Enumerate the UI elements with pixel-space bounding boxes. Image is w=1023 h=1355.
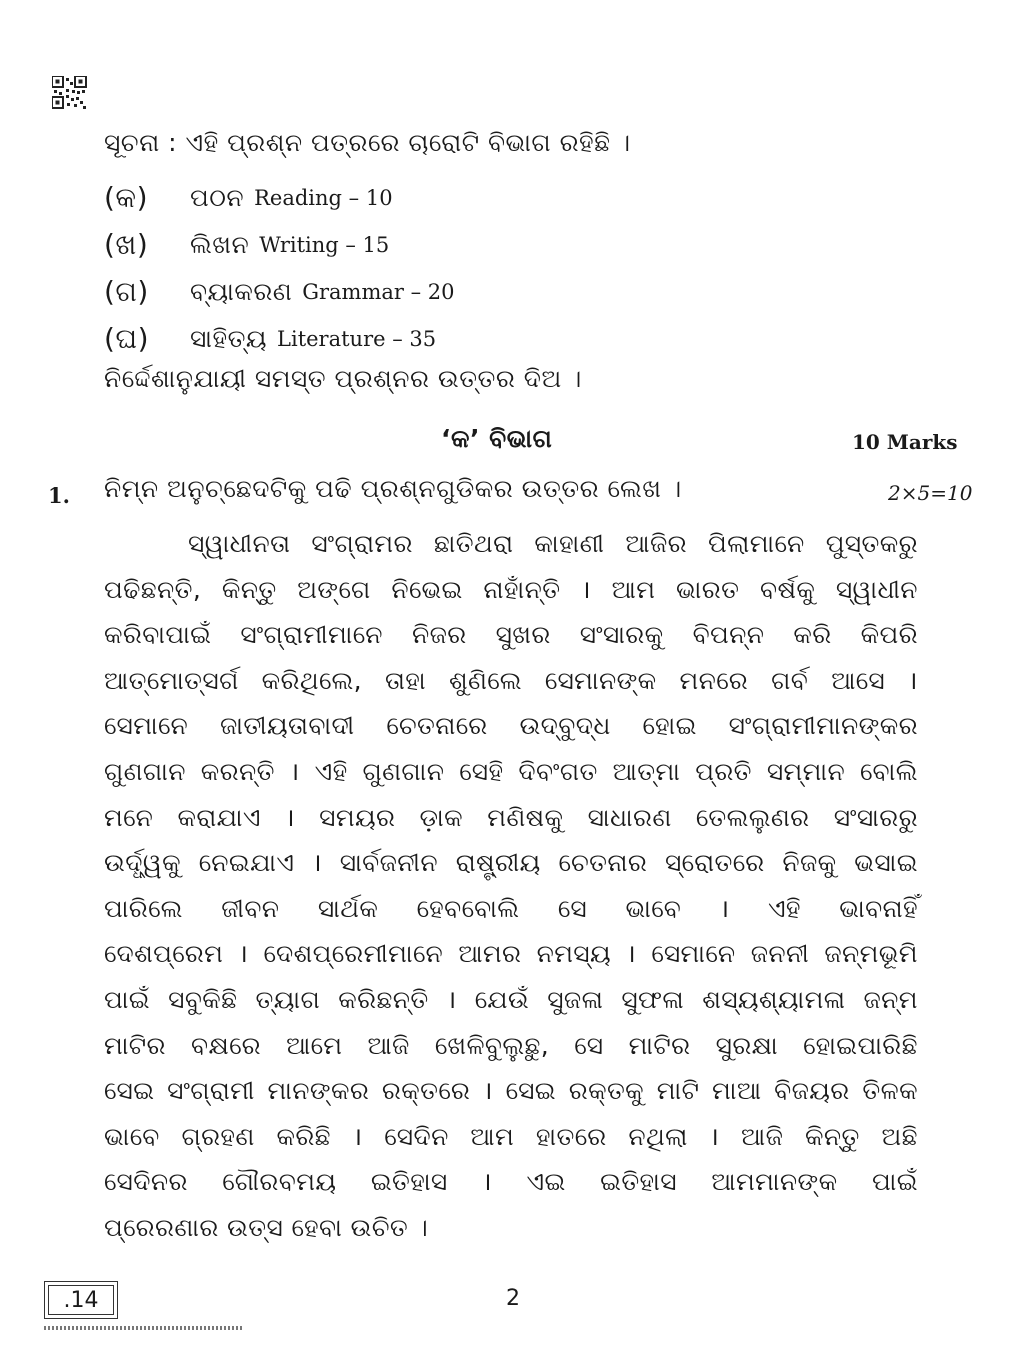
question-text: ନିମ୍ନ ଅନୁଚ୍ଛେଦଟିକୁ ପଢି ପ୍ରଶ୍ନଗୁଡିକର ଉତ୍ତର ଲେଖ । xyxy=(104,474,682,503)
passage-word: ପ୍ରତି xyxy=(695,757,752,786)
passage-line xyxy=(104,843,918,883)
passage-word: ମନେ xyxy=(104,802,154,832)
passage-word: ସବୁକିଛି xyxy=(168,985,238,1014)
passage-word: ବକ୍ଷରେ xyxy=(191,1030,261,1060)
passage-line xyxy=(104,661,918,701)
passage-word: ସ୍ୱାଧୀନତା xyxy=(188,529,291,558)
passage-word: ଚେତନାରେ xyxy=(386,711,488,741)
passage-word: ସଂଗ୍ରାମୀମାନଙ୍କର xyxy=(728,711,918,741)
passage-word: କିପରି xyxy=(860,620,918,650)
passage-word: ହାତରେ xyxy=(535,1121,607,1151)
passage-word: ଆମ xyxy=(470,1121,515,1151)
passage-word: ମାନଙ୍କର xyxy=(267,1076,370,1106)
passage-word: ଭାବେ xyxy=(104,1121,160,1151)
paper-code-box xyxy=(44,1281,118,1319)
passage-line xyxy=(188,524,918,564)
section-item xyxy=(104,223,389,267)
passage-word: ସୁଫଳା xyxy=(621,985,685,1014)
passage-word: କରି xyxy=(793,620,832,650)
passage-word: ଆମେ xyxy=(286,1030,343,1060)
passage-word: ସ୍ୱାଧୀନ xyxy=(835,574,918,604)
passage-line xyxy=(104,1071,918,1111)
passage-word: ସଂଗ୍ରାମୀମାନେ xyxy=(240,620,383,650)
passage-word: ପାଇଁ xyxy=(871,1167,918,1197)
question-marks: 2×5=10 xyxy=(888,481,973,505)
passage-word: ଭାରତ xyxy=(676,574,740,604)
passage-word: ତିଳକ xyxy=(862,1076,918,1106)
instruction-line: ନିର୍ଦ୍ଦେଶାନୁଯାୟୀ ସମସ୍ତ ପ୍ରଶ୍ନର ଉତ୍ତର ଦିଅ । xyxy=(104,364,582,393)
passage-word: ସେମାନେ xyxy=(651,939,736,969)
passage-word: ଆମମାନଙ୍କ xyxy=(711,1167,838,1197)
passage-word: ସେଦିନର xyxy=(104,1167,188,1197)
passage-word: କିନ୍ତୁ xyxy=(221,574,277,604)
passage-word: ଯେଉଁ xyxy=(474,985,530,1014)
passage-word: ନଥିଲା xyxy=(628,1121,688,1151)
passage-word: ଜନନୀ xyxy=(750,939,810,969)
passage-word: । xyxy=(482,1167,492,1197)
passage-word: ସାର୍ଥକ xyxy=(317,893,379,923)
passage-word: ସେହି xyxy=(459,757,504,786)
passage-word: ରାଷ୍ଟ୍ରୀୟ xyxy=(455,848,541,878)
passage-word: ଜୀବନ xyxy=(221,893,280,923)
passage-line: ପ୍ରେରଣାର ଉତ୍ସ ହେବା ଉଚିତ । xyxy=(104,1213,429,1242)
passage-word: କରନ୍ତି xyxy=(200,757,275,786)
passage-line xyxy=(104,706,918,746)
passage-word: ଏହି xyxy=(314,757,348,786)
passage-word: । xyxy=(581,574,591,604)
passage-word: ଉର୍ଦ୍ଧ୍ୱକୁ xyxy=(104,848,181,878)
passage-word: ସେଇ xyxy=(505,1076,557,1106)
passage-word: ପାରିଲେ xyxy=(104,893,183,923)
passage-word: ସେ xyxy=(557,893,588,923)
passage-word: ସାର୍ବଜନୀନ xyxy=(339,848,438,878)
passage-word: ନାହାଁନ୍ତି xyxy=(483,574,561,604)
passage-word: ସୁଖର xyxy=(495,620,551,650)
section-english-name: Reading – 10 xyxy=(254,186,393,210)
passage-word: ସଂଗ୍ରାମର xyxy=(311,529,413,558)
section-item xyxy=(104,317,436,361)
passage-word: ମାଟିର xyxy=(628,1030,691,1060)
passage-word: ସୁରକ୍ଷା xyxy=(715,1030,778,1060)
passage-word: ହୋଇପାରିଛି xyxy=(803,1030,918,1060)
passage-word: ପାଇଁ xyxy=(104,985,151,1014)
passage-word: ଦେଶପ୍ରେମ xyxy=(104,939,224,969)
passage-word: ମାଟିର xyxy=(104,1030,166,1060)
passage-word: । xyxy=(626,939,637,969)
section-letter: (ଘ) xyxy=(104,322,150,355)
passage-word: ଅଛି xyxy=(881,1121,918,1151)
passage-line xyxy=(104,934,918,974)
section-odia-name: ପଠନ xyxy=(190,183,245,212)
passage-word: ପୁସ୍ତକରୁ xyxy=(825,529,918,558)
passage-word: ସମ୍ମାନ xyxy=(766,757,846,786)
passage-word: । xyxy=(709,1121,720,1151)
passage-word: ହୋଇ xyxy=(642,711,697,741)
passage-word: କରିଥିଲେ, xyxy=(261,665,363,695)
passage-word: ଶସ୍ୟଶ୍ୟାମଳା xyxy=(702,985,846,1014)
passage-word: ଭସାଇ xyxy=(854,848,918,878)
passage-line xyxy=(104,752,918,792)
section-english-name: Literature – 35 xyxy=(277,327,437,351)
passage-word: । xyxy=(285,802,295,832)
note-line: ସୂଚନା : ଏହି ପ୍ରଶ୍ନ ପତ୍ରରେ ଚାରୋଟି ବିଭାଗ ରହିଛି । xyxy=(104,128,631,157)
passage-word: ଜନ୍ମ xyxy=(863,985,918,1014)
passage-word: । xyxy=(719,893,730,923)
passage-word: । xyxy=(446,985,457,1014)
passage-word: । xyxy=(352,1121,363,1151)
passage-line xyxy=(104,1026,918,1066)
passage-word: ଆତ୍ମା xyxy=(612,757,681,786)
passage-word: ଗ୍ରହଣ xyxy=(181,1121,255,1151)
passage-word: ଗୌରବମୟ xyxy=(222,1167,337,1197)
passage-word: । xyxy=(238,939,249,969)
passage-word: ନିଜର xyxy=(411,620,467,650)
passage-word: ଭାବେ xyxy=(625,893,682,923)
passage-word: ଉଦ୍‌ବୁଦ୍ଧ xyxy=(519,711,611,741)
dotted-line xyxy=(44,1326,244,1330)
passage-word: ତ୍ୟାଗ xyxy=(255,985,321,1014)
passage-word: ଚେତନାର xyxy=(558,848,648,878)
passage-word: ମନରେ xyxy=(679,665,749,695)
passage-word: ଜାତୀୟତାବାଦୀ xyxy=(219,711,355,741)
passage-word: ଦିବଂଗତ xyxy=(518,757,598,786)
passage-word: । xyxy=(908,665,918,695)
page-number: 2 xyxy=(506,1286,520,1311)
section-letter: (ଖ) xyxy=(104,228,149,261)
section-english-name: Writing – 15 xyxy=(259,233,390,257)
passage-word: ଆତ୍ମୋତ୍ସର୍ଗ xyxy=(104,665,239,695)
passage-word: କରିବାପାଇଁ xyxy=(104,620,212,650)
passage-word: ଇତିହାସ xyxy=(600,1167,677,1197)
passage-word: ସମୟର xyxy=(319,802,396,832)
passage-word: ସେମାନେ xyxy=(104,711,189,741)
passage-word: ଛାତିଥରା xyxy=(433,529,514,558)
passage-word: ସେଇ xyxy=(104,1076,155,1106)
passage-word: ସେମାନଙ୍କ xyxy=(544,665,657,695)
passage-word: ରକ୍ତରେ xyxy=(381,1076,471,1106)
passage-word: ଗୁଣଗାନ xyxy=(362,757,445,786)
passage-word: ମଣିଷକୁ xyxy=(487,802,564,832)
passage-word: ବିପନ୍ନ xyxy=(692,620,765,650)
passage-word: ଦେଶପ୍ରେମୀମାନେ xyxy=(263,939,444,969)
passage-word: ଆଜିର xyxy=(625,529,688,558)
passage-word: ନମସ୍ୟ xyxy=(536,939,612,969)
passage-word: ପିଲାମାନେ xyxy=(708,529,805,558)
passage-line xyxy=(104,798,918,838)
passage-word: ଡ଼ାକ xyxy=(419,802,464,832)
passage-word: ବୋଲି xyxy=(860,757,918,786)
passage-word: । xyxy=(312,848,323,878)
passage-line xyxy=(104,570,918,610)
passage-word: ସାଧାରଣ xyxy=(587,802,672,832)
passage-word: ମାଟି xyxy=(656,1076,700,1106)
section-item xyxy=(104,176,393,220)
passage-word: ଜନ୍ମଭୂମି xyxy=(824,939,918,969)
section-letter: (ଗ) xyxy=(104,275,149,308)
section-marks: 10 Marks xyxy=(852,430,958,454)
passage-word: ଆଜି xyxy=(367,1030,410,1060)
passage-word: ନିଜକୁ xyxy=(782,848,837,878)
passage-word: । xyxy=(289,757,300,786)
passage-word: ଆମର xyxy=(458,939,522,969)
passage-word: ଖେଳିବୁଲୁଛୁ, xyxy=(434,1030,550,1060)
passage-word: ଆସେ xyxy=(831,665,886,695)
passage-word: ଆଜି xyxy=(741,1121,784,1151)
passage-word: ନିଭେଇ xyxy=(391,574,463,604)
passage-word: ସଂସାରରୁ xyxy=(833,802,918,832)
section-heading: ‘କ’ ବିଭାଗ xyxy=(441,424,553,453)
passage-word: ତେଲଲୁଣର xyxy=(695,802,810,832)
question-number: 1. xyxy=(48,483,70,508)
passage-word: ଏଇ xyxy=(526,1167,566,1197)
passage-line xyxy=(104,889,918,929)
passage-word: ପଢିଛନ୍ତି, xyxy=(104,574,202,604)
passage-word: ସୁଜଳା xyxy=(547,985,604,1014)
section-item xyxy=(104,270,455,314)
passage-word: ଭାବନାହିଁ xyxy=(839,893,918,923)
passage-word: ଗର୍ବ xyxy=(771,665,809,695)
passage-word: ସେଦିନ xyxy=(384,1121,449,1151)
passage-line xyxy=(104,615,918,655)
passage-word: ସେ xyxy=(574,1030,604,1060)
passage-word: କରିଛି xyxy=(276,1121,331,1151)
passage-word: କାହାଣୀ xyxy=(534,529,605,558)
passage-word: ଅଙ୍ଗେ xyxy=(297,574,371,604)
section-odia-name: ସାହିତ୍ୟ xyxy=(190,324,268,353)
section-odia-name: ବ୍ୟାକରଣ xyxy=(190,277,293,306)
passage-word: କରିଛନ୍ତି xyxy=(338,985,429,1014)
passage-word: ବର୍ଷକୁ xyxy=(760,574,816,604)
passage-word: ଶୁଣିଲେ xyxy=(448,665,522,695)
passage-word: କରାଯାଏ xyxy=(177,802,261,832)
passage-word: ସ୍ରୋତରେ xyxy=(664,848,765,878)
passage-word: ନେଇଯାଏ xyxy=(198,848,295,878)
passage-word: ରକ୍ତକୁ xyxy=(568,1076,645,1106)
passage-word: ଏହି xyxy=(767,893,801,923)
passage-word: ଗୁଣଗାନ xyxy=(104,757,186,786)
passage-word: କିନ୍ତୁ xyxy=(805,1121,860,1151)
passage-word: ଆମ xyxy=(611,574,656,604)
section-letter: (କ) xyxy=(104,181,149,214)
passage-line xyxy=(104,980,918,1020)
passage-word: ତାହା xyxy=(385,665,426,695)
passage-word: ହେବବୋଲି xyxy=(416,893,520,923)
passage-line xyxy=(104,1117,918,1157)
section-odia-name: ଲିଖନ xyxy=(190,230,250,259)
passage-word: । xyxy=(482,1076,493,1106)
passage-word: ସଂଗ୍ରାମୀ xyxy=(167,1076,255,1106)
section-english-name: Grammar – 20 xyxy=(302,280,455,304)
passage-word: ମାଆ xyxy=(712,1076,762,1106)
paper-code: .14 xyxy=(63,1287,99,1313)
passage-word: ସଂସାରକୁ xyxy=(579,620,664,650)
passage-line xyxy=(104,1162,918,1202)
passage-word: ଇତିହାସ xyxy=(370,1167,448,1197)
passage-word: ବିଜୟର xyxy=(774,1076,850,1106)
qr-code-icon xyxy=(52,76,88,110)
